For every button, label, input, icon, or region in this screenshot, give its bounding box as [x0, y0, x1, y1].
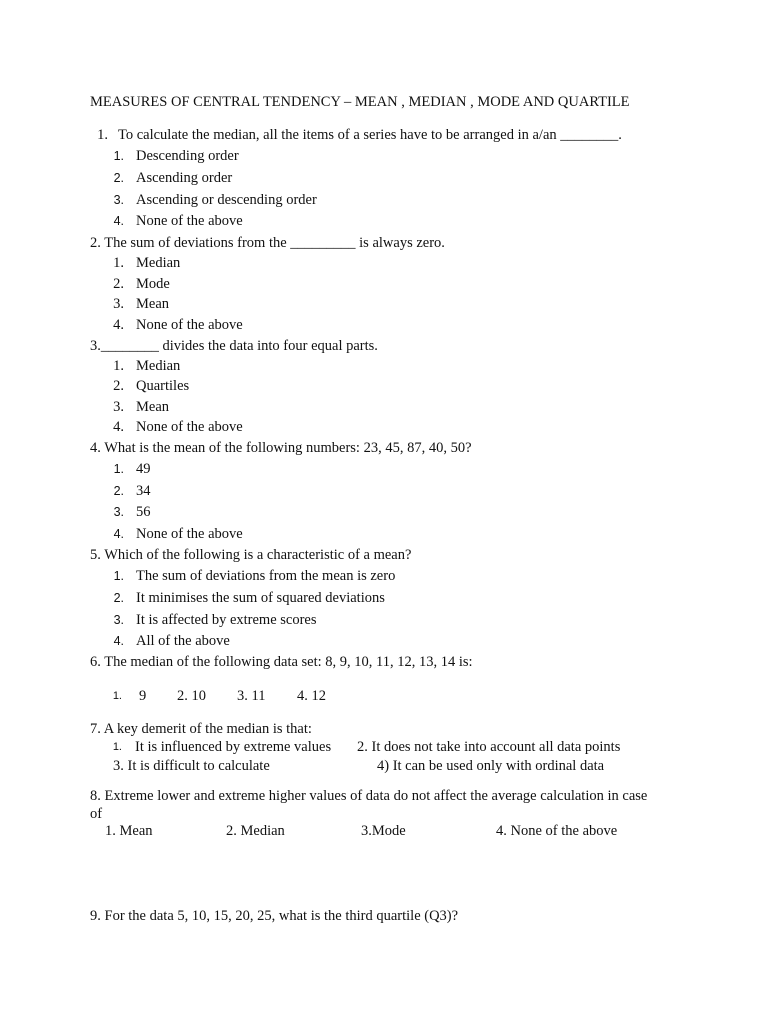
- question-9-text: 9. For the data 5, 10, 15, 20, 25, what is the third quartile (Q3)?: [90, 908, 459, 924]
- q1-option-3-number: 3.: [113, 193, 124, 207]
- q5-option-2-number: 2.: [113, 591, 124, 605]
- q3-option-1: Median: [136, 358, 181, 374]
- q5-option-2: It minimises the sum of squared deviations: [136, 590, 385, 606]
- q7-option-2: 2. It does not take into account all data points: [357, 739, 621, 755]
- q7-option-1: It is influenced by extreme values: [135, 739, 332, 755]
- q1-option-3: Ascending or descending order: [136, 192, 317, 208]
- q5-option-1-number: 1.: [113, 569, 124, 583]
- question-1-number: 1.: [97, 127, 108, 143]
- q4-option-1-number: 1.: [113, 462, 124, 476]
- q5-option-3-number: 3.: [113, 613, 124, 627]
- q6-option-3: 3. 11: [237, 688, 266, 704]
- q8-option-1: 1. Mean: [105, 823, 153, 839]
- q3-option-4: None of the above: [136, 419, 243, 435]
- q2-option-3: Mean: [136, 296, 170, 312]
- q2-option-3-number: 3.: [113, 296, 124, 312]
- q2-option-2: Mode: [136, 276, 170, 292]
- q3-option-1-number: 1.: [113, 358, 124, 374]
- page-title: MEASURES OF CENTRAL TENDENCY – MEAN , MEDIAN , MODE AND QUARTILE: [90, 94, 630, 110]
- question-6-text: 6. The median of the following data set: 8, 9, 10, 11, 12, 13, 14 is:: [90, 654, 473, 670]
- q5-option-1: The sum of deviations from the mean is zero: [136, 568, 396, 584]
- q7-option-3: 3. It is difficult to calculate: [113, 758, 270, 774]
- q4-option-2-number: 2.: [113, 484, 124, 498]
- question-1-text: To calculate the median, all the items of a series have to be arranged in a/an ________.: [118, 127, 622, 143]
- q4-option-2: 34: [136, 483, 151, 499]
- q2-option-1-number: 1.: [113, 255, 124, 271]
- question-8-text-line-2: of: [90, 806, 103, 822]
- q1-option-4-number: 4.: [113, 214, 124, 228]
- q6-option-1: 9: [139, 688, 147, 704]
- q1-option-4: None of the above: [136, 213, 243, 229]
- question-8-text-line-1: 8. Extreme lower and extreme higher values of data do not affect the average calculation in case: [90, 788, 648, 804]
- q3-option-4-number: 4.: [113, 419, 124, 435]
- q8-option-3: 3.Mode: [361, 823, 406, 839]
- q4-option-4: None of the above: [136, 526, 243, 542]
- q3-option-3: Mean: [136, 399, 170, 415]
- q1-option-1-number: 1.: [113, 149, 124, 163]
- q7-option-1-number: 1.: [112, 741, 122, 753]
- q4-option-4-number: 4.: [113, 527, 124, 541]
- question-7-text: 7. A key demerit of the median is that:: [90, 721, 312, 737]
- q4-option-3-number: 3.: [113, 505, 124, 519]
- q2-option-4-number: 4.: [113, 317, 124, 333]
- q2-option-1: Median: [136, 255, 181, 271]
- q4-option-1: 49: [136, 461, 151, 477]
- q4-option-3: 56: [136, 504, 151, 520]
- q3-option-3-number: 3.: [113, 399, 124, 415]
- q1-option-2-number: 2.: [113, 171, 124, 185]
- q1-option-2: Ascending order: [136, 170, 233, 186]
- q2-option-4: None of the above: [136, 317, 243, 333]
- q1-option-1: Descending order: [136, 148, 239, 164]
- q5-option-4: All of the above: [136, 633, 230, 649]
- question-4-text: 4. What is the mean of the following numbers: 23, 45, 87, 40, 50?: [90, 440, 472, 456]
- q5-option-4-number: 4.: [113, 634, 124, 648]
- q3-option-2-number: 2.: [113, 378, 124, 394]
- q6-option-4: 4. 12: [297, 688, 326, 704]
- question-5-text: 5. Which of the following is a characteristic of a mean?: [90, 547, 412, 563]
- q5-option-3: It is affected by extreme scores: [136, 612, 317, 628]
- q8-option-2: 2. Median: [226, 823, 285, 839]
- q6-option-2: 2. 10: [177, 688, 206, 704]
- q8-option-4: 4. None of the above: [496, 823, 618, 839]
- q3-option-2: Quartiles: [136, 378, 190, 394]
- q6-option-1-number: 1.: [112, 690, 122, 702]
- q7-option-4: 4) It can be used only with ordinal data: [377, 758, 605, 774]
- question-2-text: 2. The sum of deviations from the _________ is always zero.: [90, 235, 445, 251]
- question-3-text: 3.________ divides the data into four equal parts.: [90, 338, 378, 354]
- q2-option-2-number: 2.: [113, 276, 124, 292]
